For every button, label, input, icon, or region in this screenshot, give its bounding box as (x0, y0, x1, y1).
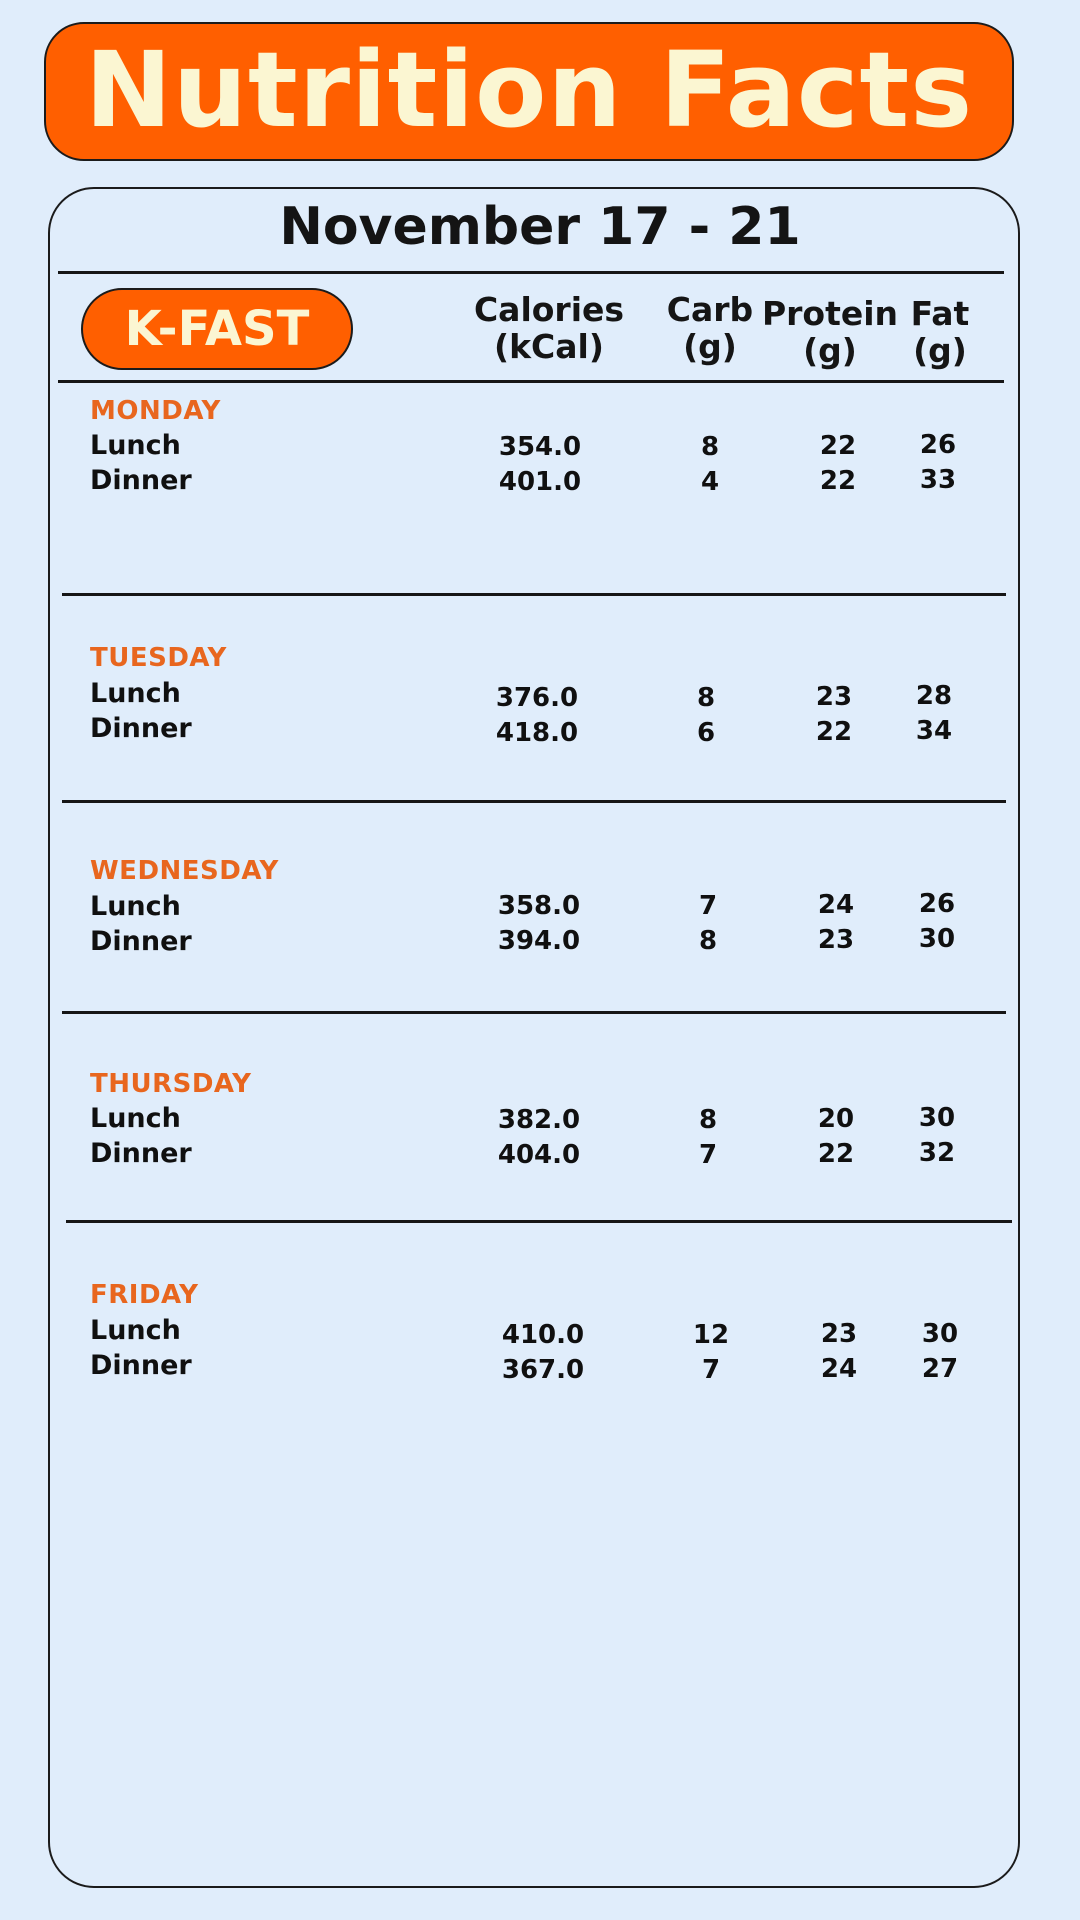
header-bottom-divider (58, 380, 1004, 383)
protein-value: 24 (820, 1354, 858, 1384)
carb-value: 7 (701, 1355, 721, 1385)
day-divider (62, 1011, 1006, 1014)
carb-header-label: Carb (666, 290, 754, 329)
fat-value: 26 (918, 889, 956, 919)
carb-value: 12 (692, 1320, 730, 1350)
protein-value: 23 (817, 925, 855, 955)
meal-label: Lunch (90, 678, 181, 709)
meal-label: Lunch (90, 1315, 181, 1346)
k-fast-label: K-FAST (124, 301, 310, 357)
carb-column-header (660, 291, 760, 365)
day-label-wednesday: WEDNESDAY (90, 856, 279, 886)
carb-value: 8 (698, 1105, 718, 1135)
page-title: Nutrition Facts (84, 28, 974, 151)
k-fast-badge (81, 288, 353, 370)
fat-value: 28 (915, 681, 953, 711)
protein-value: 23 (820, 1319, 858, 1349)
meal-label: Lunch (90, 1103, 181, 1134)
day-divider (62, 593, 1006, 596)
header-top-divider (58, 271, 1004, 274)
fat-value: 30 (918, 1103, 956, 1133)
title-banner (44, 22, 1014, 161)
protein-value: 22 (819, 431, 857, 461)
day-label-tuesday: TUESDAY (90, 643, 227, 673)
fat-value: 26 (919, 430, 957, 460)
day-divider (66, 1220, 1012, 1223)
protein-value: 22 (817, 1139, 855, 1169)
protein-header-unit: (g) (803, 331, 857, 370)
carb-value: 6 (696, 718, 716, 748)
calories-column-header (469, 291, 629, 365)
fat-value: 27 (921, 1354, 959, 1384)
day-label-friday: FRIDAY (90, 1280, 199, 1310)
fat-value: 33 (919, 465, 957, 495)
fat-header-unit: (g) (913, 331, 967, 370)
carb-value: 8 (696, 683, 716, 713)
protein-value: 24 (817, 890, 855, 920)
fat-column-header (900, 295, 980, 369)
meal-label: Lunch (90, 891, 181, 922)
protein-value: 22 (815, 717, 853, 747)
calories-value: 410.0 (501, 1320, 585, 1350)
protein-value: 23 (815, 682, 853, 712)
date-range-heading: November 17 - 21 (279, 197, 801, 257)
calories-value: 401.0 (498, 467, 582, 497)
meal-label: Dinner (90, 713, 192, 744)
protein-value: 20 (817, 1104, 855, 1134)
protein-column-header (760, 295, 900, 369)
calories-header-label: Calories (473, 290, 625, 329)
meal-label: Dinner (90, 1138, 192, 1169)
fat-header-label: Fat (910, 294, 970, 333)
protein-value: 22 (819, 466, 857, 496)
day-label-thursday: THURSDAY (90, 1069, 252, 1099)
calories-value: 358.0 (497, 891, 581, 921)
carb-value: 8 (700, 432, 720, 462)
calories-value: 376.0 (495, 683, 579, 713)
fat-value: 32 (918, 1138, 956, 1168)
calories-header-unit: (kCal) (494, 327, 604, 366)
fat-value: 34 (915, 716, 953, 746)
calories-value: 354.0 (498, 432, 582, 462)
carb-value: 4 (700, 467, 720, 497)
day-divider (62, 800, 1006, 803)
calories-value: 367.0 (501, 1355, 585, 1385)
calories-value: 394.0 (497, 926, 581, 956)
carb-value: 8 (698, 926, 718, 956)
carb-value: 7 (698, 1140, 718, 1170)
carb-value: 7 (698, 891, 718, 921)
meal-label: Lunch (90, 430, 181, 461)
meal-label: Dinner (90, 465, 192, 496)
protein-header-label: Protein (761, 294, 899, 333)
calories-value: 418.0 (495, 718, 579, 748)
calories-value: 404.0 (497, 1140, 581, 1170)
fat-value: 30 (918, 924, 956, 954)
day-label-monday: MONDAY (90, 396, 221, 426)
fat-value: 30 (921, 1319, 959, 1349)
meal-label: Dinner (90, 926, 192, 957)
carb-header-unit: (g) (683, 327, 737, 366)
meal-label: Dinner (90, 1350, 192, 1381)
calories-value: 382.0 (497, 1105, 581, 1135)
